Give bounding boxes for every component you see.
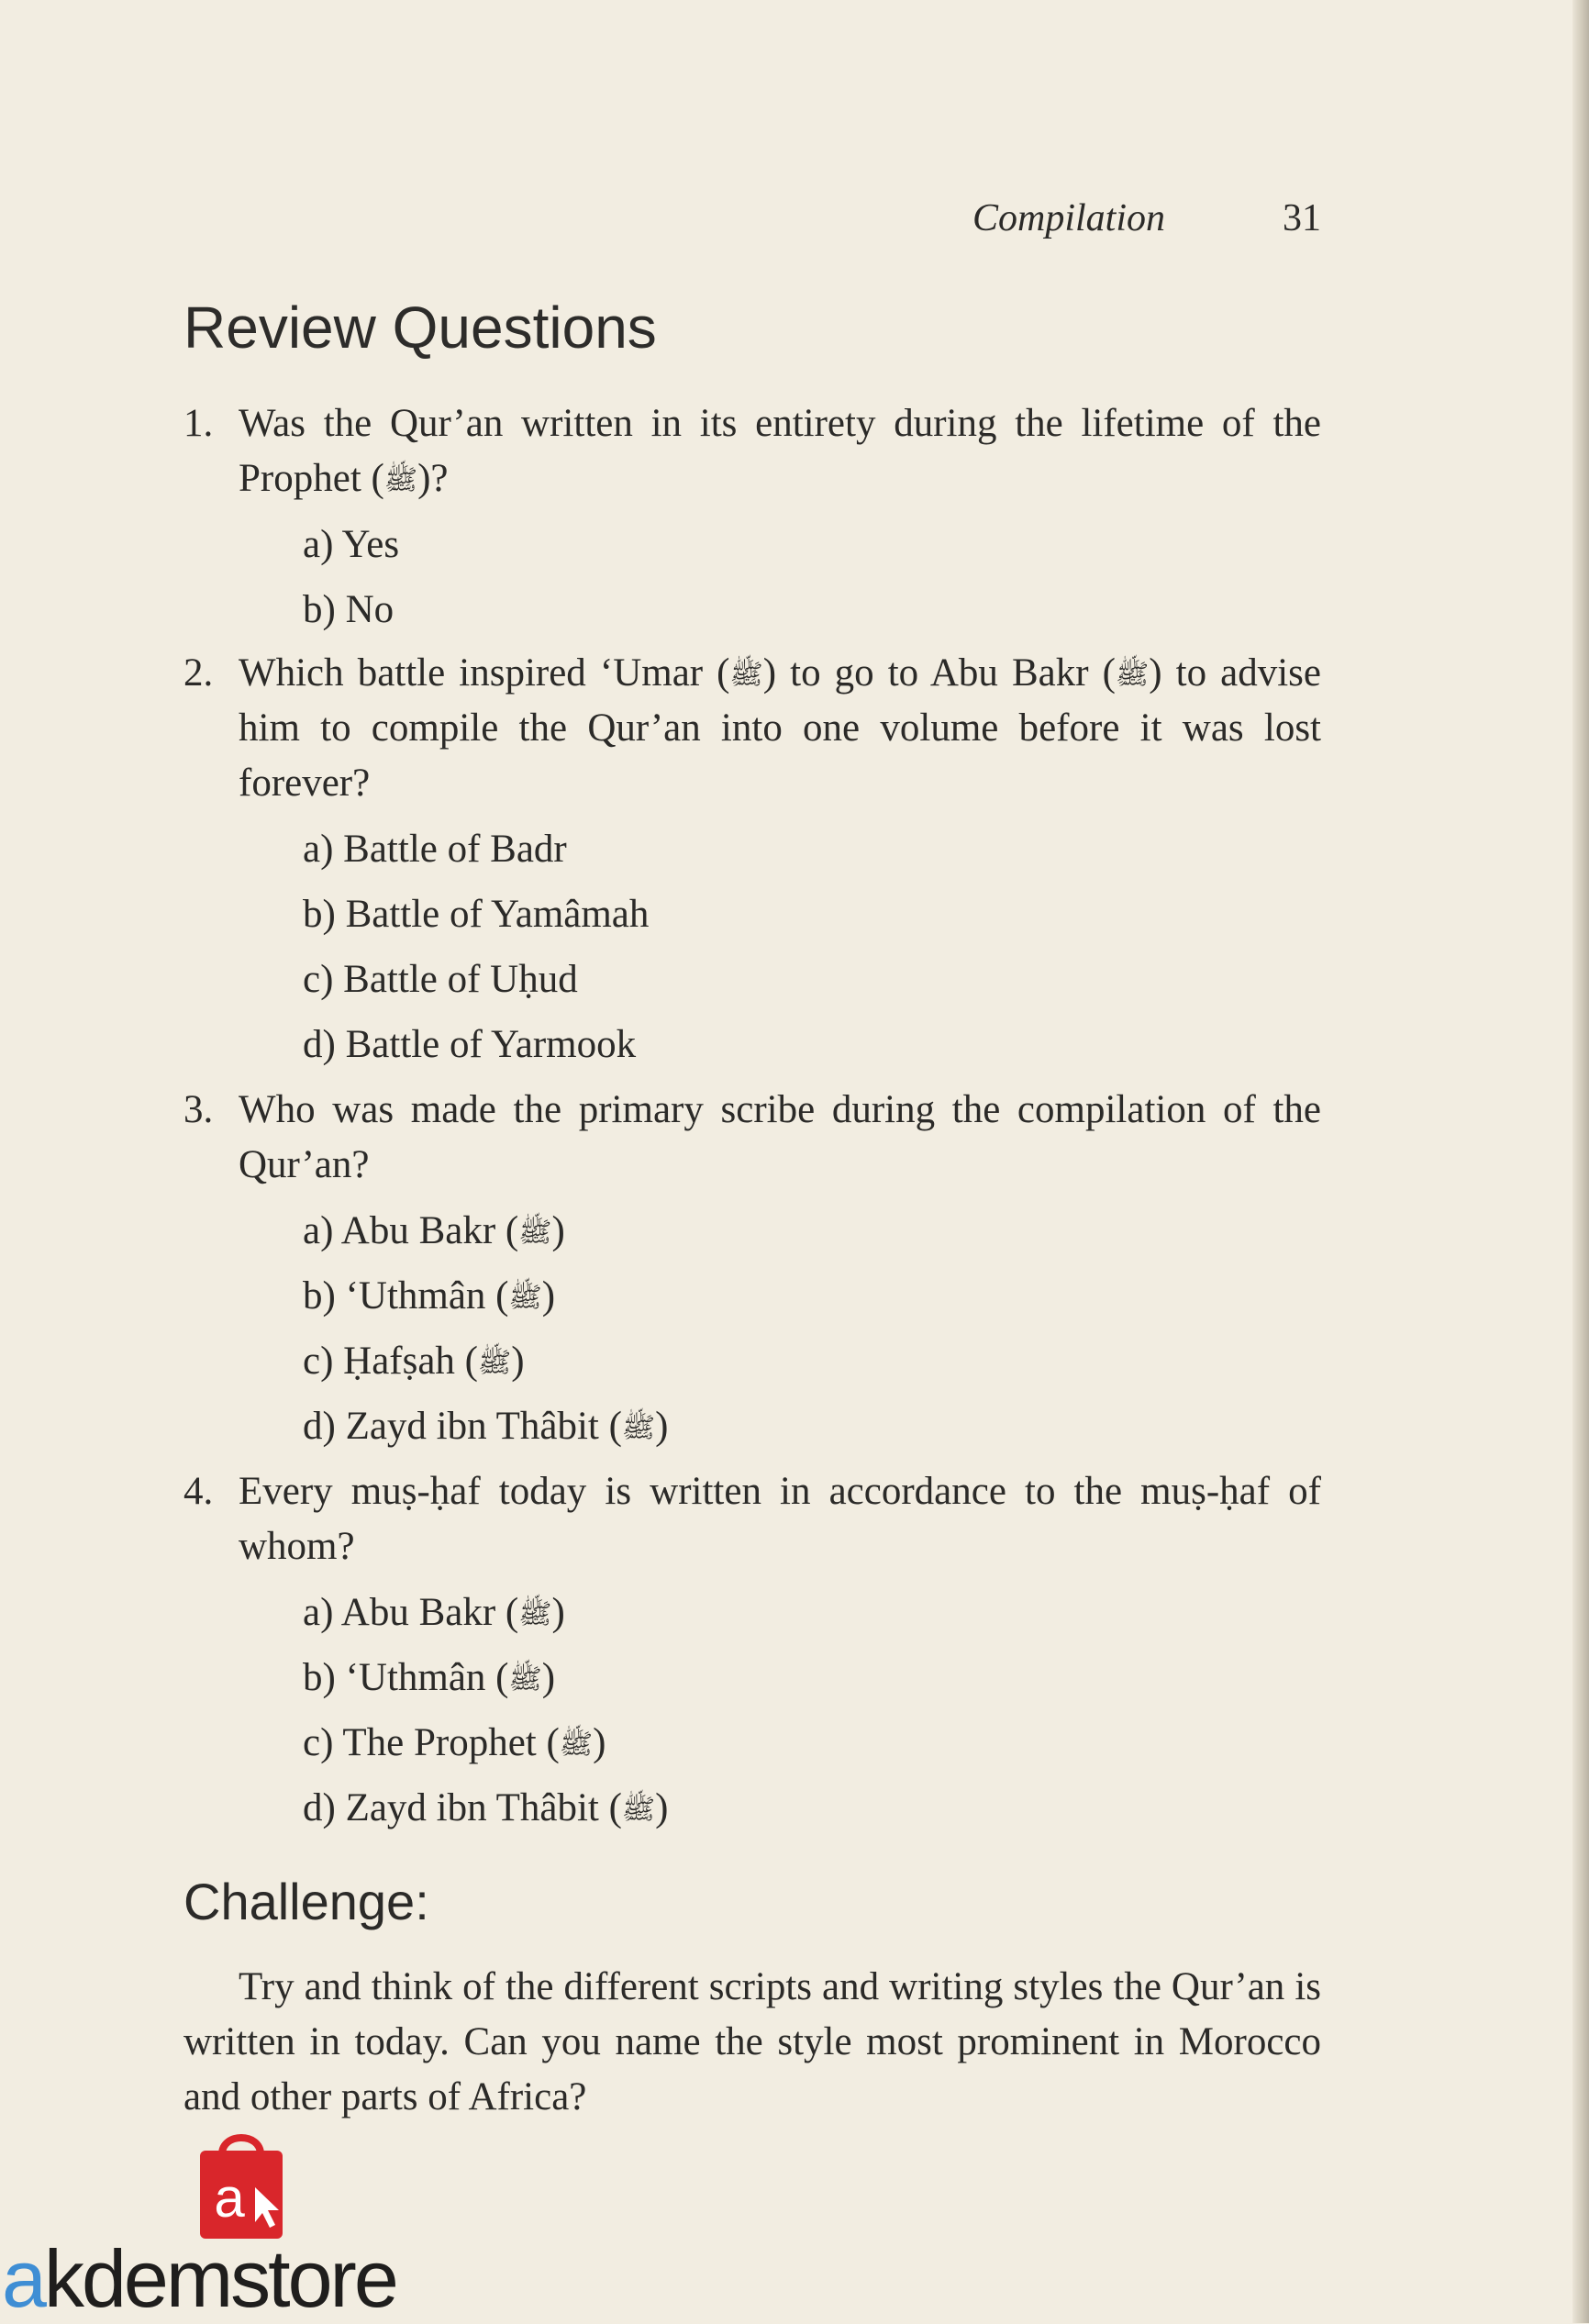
answer-option: a) Yes: [303, 523, 400, 566]
answer-option: a) Abu Bakr (ﷺ): [303, 1591, 565, 1634]
honorific-glyph: ﷺ: [729, 660, 763, 690]
honorific-glyph: ﷺ: [518, 1599, 552, 1629]
honorific-glyph: ﷺ: [1115, 660, 1150, 690]
question-text: Which battle inspired ‘Umar (ﷺ) to go to Abu Bakr (ﷺ) to advise him to compile the Qur’an into one volume before it was lost forever?: [239, 651, 1321, 805]
honorific-glyph: ﷺ: [621, 1795, 656, 1825]
page-title: Review Questions: [183, 295, 657, 361]
challenge-title: Challenge:: [183, 1873, 429, 1930]
options-list: [303, 817, 1321, 1077]
options-list: [303, 512, 1321, 642]
answer-option: b) ‘Uthmân (ﷺ): [303, 1656, 556, 1699]
running-head: [972, 196, 1321, 248]
answer-option: a) Abu Bakr (ﷺ): [303, 1209, 565, 1252]
question-text: Who was made the primary scribe during the compilation of the Qur’an?: [239, 1088, 1321, 1186]
logo-accent: a: [2, 2233, 44, 2324]
answer-option: d) Zayd ibn Thâbit (ﷺ): [303, 1786, 669, 1829]
challenge-text: Try and think of the different scripts and writing styles the Qur’an is written in today. Can you name the style most prominent in Morocco and other parts of Africa?: [183, 1965, 1321, 2118]
answer-option: d) Battle of Yarmook: [303, 1023, 637, 1066]
page-edge: [1572, 0, 1589, 2323]
question-number: 2.: [183, 651, 214, 695]
answer-option: d) Zayd ibn Thâbit (ﷺ): [303, 1405, 669, 1448]
honorific-glyph: ﷺ: [508, 1283, 542, 1313]
honorific-glyph: ﷺ: [518, 1218, 552, 1248]
question-4: [183, 1464, 1321, 1840]
honorific-glyph: ﷺ: [478, 1348, 512, 1378]
logo-rest: kdemstore: [43, 2233, 396, 2324]
options-list: [303, 1580, 1321, 1840]
question-1: [183, 396, 1321, 642]
question-text: Every muṣ-ḥaf today is written in accordance to the muṣ-ḥaf of whom?: [239, 1470, 1321, 1568]
question-text: Was the Qur’an written in its entirety during the lifetime of the Prophet (ﷺ)?: [239, 402, 1321, 500]
answer-option: c) Battle of Uḥud: [303, 958, 578, 1001]
honorific-glyph: ﷺ: [383, 465, 418, 495]
question-number: 4.: [183, 1470, 214, 1513]
question-2: [183, 646, 1321, 1077]
answer-option: a) Battle of Badr: [303, 828, 567, 871]
svg-text:a: a: [214, 2167, 245, 2229]
honorific-glyph: ﷺ: [559, 1729, 594, 1760]
options-list: [303, 1198, 1321, 1459]
page-number: 31: [1283, 197, 1321, 239]
question-number: 1.: [183, 402, 214, 445]
honorific-glyph: ﷺ: [508, 1664, 542, 1695]
brand-logo: [2, 2233, 396, 2324]
answer-option: c) Ḥafṣah (ﷺ): [303, 1340, 525, 1383]
answer-option: c) The Prophet (ﷺ): [303, 1721, 606, 1764]
answer-option: b) Battle of Yamâmah: [303, 893, 650, 936]
question-number: 3.: [183, 1088, 214, 1131]
shopping-bag-icon: [191, 2127, 292, 2241]
question-3: [183, 1083, 1321, 1459]
section-title: Compilation: [972, 197, 1166, 239]
answer-option: b) No: [303, 588, 394, 631]
answer-option: b) ‘Uthmân (ﷺ): [303, 1274, 556, 1318]
honorific-glyph: ﷺ: [621, 1413, 656, 1443]
